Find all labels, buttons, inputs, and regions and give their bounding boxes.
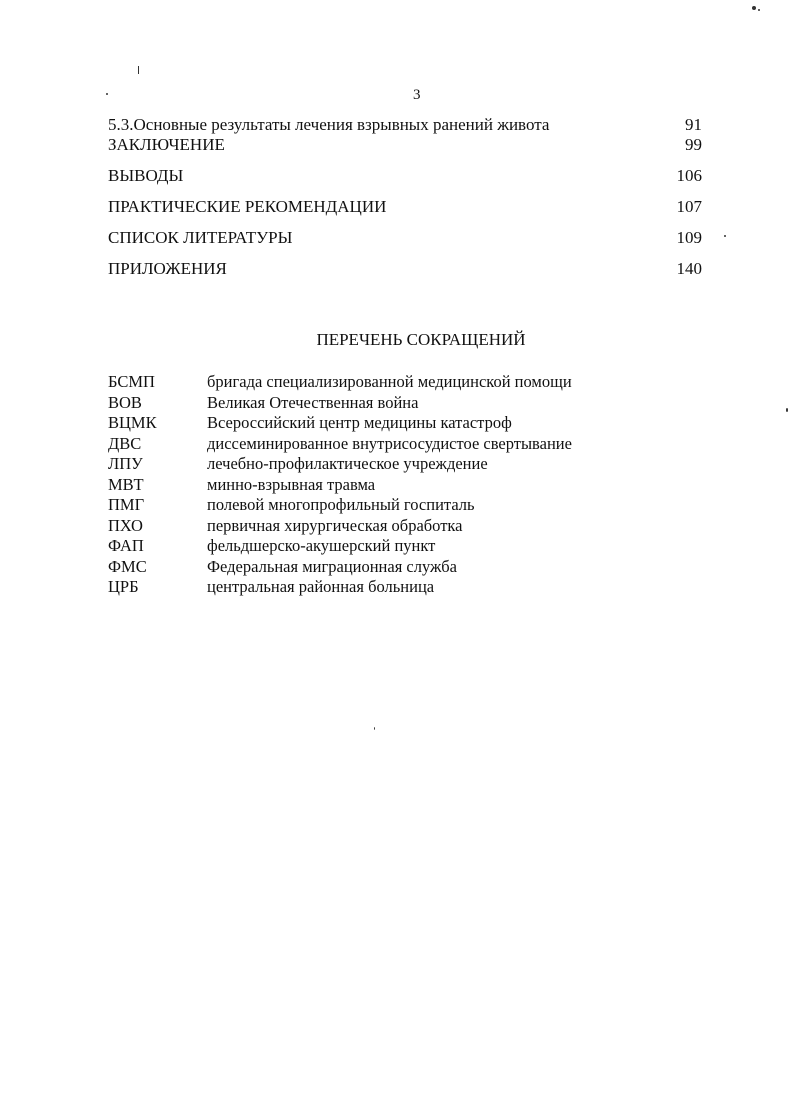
toc-entry <box>108 228 702 248</box>
toc-entry-title: ЗАКЛЮЧЕНИЕ <box>108 135 225 154</box>
toc-entry-page: 91 <box>685 115 702 134</box>
abbreviation-row <box>108 372 628 393</box>
toc-entry <box>108 115 702 135</box>
abbreviation-meaning: центральная районная больница <box>207 577 435 596</box>
toc-entry-title: ПРИЛОЖЕНИЯ <box>108 259 227 278</box>
abbreviation-code: ПМГ <box>108 495 145 514</box>
abbreviation-meaning: полевой многопрофильный госпиталь <box>207 495 475 514</box>
toc-entry-page: 109 <box>676 228 702 247</box>
toc-entry <box>108 197 702 217</box>
abbreviation-meaning: диссеминированное внутрисосудистое свертывание <box>207 433 572 453</box>
toc-entry-title: 5.3.Основные результаты лечения взрывных ранений живота <box>108 115 550 134</box>
abbreviations-list <box>108 372 628 598</box>
scan-speck <box>758 9 760 11</box>
scan-speck <box>752 6 756 10</box>
abbreviations-heading: ПЕРЕЧЕНЬ СОКРАЩЕНИЙ <box>316 330 526 349</box>
abbreviation-row <box>108 393 628 414</box>
abbreviation-meaning: фельдшерско-акушерский пункт <box>207 536 436 555</box>
abbreviation-code: ДВС <box>108 433 142 453</box>
abbreviation-code: ВОВ <box>108 392 142 412</box>
abbreviation-meaning: Великая Отечественная война <box>207 392 419 412</box>
scan-speck <box>138 66 139 74</box>
toc-entry <box>108 135 702 155</box>
abbreviation-meaning: бригада специализированной медицинской помощи <box>207 372 572 391</box>
abbreviation-row <box>108 516 628 537</box>
abbreviation-meaning: лечебно-профилактическое учреждение <box>207 454 488 473</box>
abbreviation-code: ПХО <box>108 515 143 535</box>
abbreviation-code: БСМП <box>108 372 155 391</box>
table-of-contents <box>108 115 702 278</box>
abbreviation-meaning: первичная хирургическая обработка <box>207 515 463 535</box>
abbreviation-meaning: минно-взрывная травма <box>207 474 376 494</box>
abbreviation-code: ФМС <box>108 556 147 576</box>
scan-speck <box>724 235 726 237</box>
abbreviation-row <box>108 413 628 434</box>
abbreviation-row <box>108 454 628 475</box>
abbreviation-row <box>108 434 628 455</box>
scan-speck <box>786 408 788 412</box>
toc-entry-title: ВЫВОДЫ <box>108 166 184 185</box>
abbreviation-row <box>108 495 628 516</box>
toc-entry-page: 107 <box>676 197 702 216</box>
abbreviation-code: ЦРБ <box>108 577 139 596</box>
abbreviation-meaning: Всероссийский центр медицины катастроф <box>207 413 512 432</box>
toc-entry-title: СПИСОК ЛИТЕРАТУРЫ <box>108 228 293 247</box>
toc-entry-page: 106 <box>676 166 702 185</box>
toc-entry <box>108 259 702 279</box>
abbreviation-code: МВТ <box>108 474 144 494</box>
abbreviation-code: ВЦМК <box>108 413 157 432</box>
abbreviation-row <box>108 475 628 496</box>
abbreviation-code: ЛПУ <box>108 454 143 473</box>
abbreviation-row <box>108 536 628 557</box>
toc-entry <box>108 166 702 186</box>
scan-speck <box>374 727 375 730</box>
abbreviation-meaning: Федеральная миграционная служба <box>207 556 457 576</box>
abbreviation-code: ФАП <box>108 536 144 555</box>
toc-entry-page: 140 <box>676 259 702 278</box>
abbreviation-row <box>108 557 628 578</box>
toc-entry-title: ПРАКТИЧЕСКИЕ РЕКОМЕНДАЦИИ <box>108 197 387 216</box>
page-number: 3 <box>413 87 421 103</box>
scan-speck <box>106 93 108 95</box>
toc-entry-page: 99 <box>685 135 702 154</box>
abbreviation-row <box>108 577 628 598</box>
